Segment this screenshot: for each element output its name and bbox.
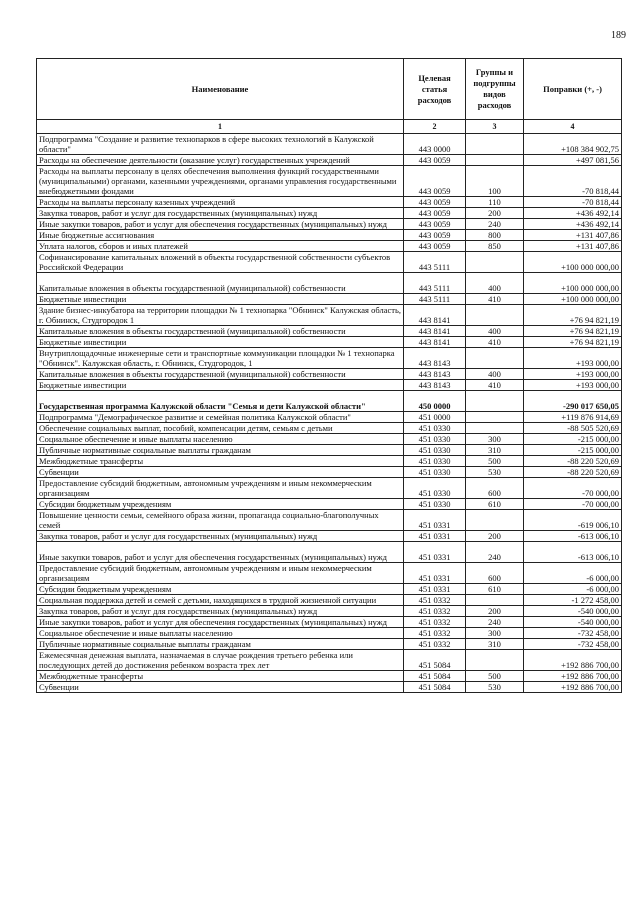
row-amendment-cell: +100 000 000,00 — [524, 273, 622, 294]
row-expense-type-cell: 410 — [466, 337, 524, 348]
row-amendment-cell: +108 384 902,75 — [524, 134, 622, 155]
row-amendment-cell: -70 000,00 — [524, 499, 622, 510]
row-name-cell: Повышение ценности семьи, семейного образа жизни, пропаганда социально-благополучных семей — [37, 510, 404, 531]
row-target-article-cell: 451 0000 — [404, 412, 466, 423]
row-target-article-cell: 451 0332 — [404, 606, 466, 617]
row-amendment-cell: -70 818,44 — [524, 166, 622, 197]
column-number: 2 — [404, 120, 466, 134]
row-amendment-cell: -88 220 520,69 — [524, 467, 622, 478]
row-amendment-cell: +76 94 821,19 — [524, 337, 622, 348]
row-target-article-cell: 451 0332 — [404, 639, 466, 650]
table-row — [37, 628, 622, 639]
column-number-row — [37, 120, 622, 134]
row-target-article-cell: 443 5111 — [404, 273, 466, 294]
row-name-cell: Предоставление субсидий бюджетным, автономным учреждениям и иным некоммерческим организациям — [37, 478, 404, 499]
row-amendment-cell: +119 876 914,69 — [524, 412, 622, 423]
row-expense-type-cell — [466, 650, 524, 671]
row-amendment-cell: -70 000,00 — [524, 478, 622, 499]
row-name-cell: Ежемесячная денежная выплата, назначаемая в случае рождения третьего ребенка или последующих детей до достижения ребенком возраста трех лет — [37, 650, 404, 671]
row-expense-type-cell: 500 — [466, 671, 524, 682]
row-expense-type-cell: 200 — [466, 208, 524, 219]
row-expense-type-cell: 600 — [466, 563, 524, 584]
row-expense-type-cell — [466, 595, 524, 606]
header-name: Наименование — [37, 59, 404, 120]
table-header-row — [37, 59, 622, 120]
row-target-article-cell: 451 0331 — [404, 531, 466, 542]
page-number: 189 — [611, 30, 626, 41]
row-target-article-cell: 451 5084 — [404, 650, 466, 671]
column-number: 3 — [466, 120, 524, 134]
row-expense-type-cell: 410 — [466, 380, 524, 391]
row-amendment-cell: -540 000,00 — [524, 617, 622, 628]
row-expense-type-cell — [466, 305, 524, 326]
row-amendment-cell: -732 458,00 — [524, 628, 622, 639]
column-number: 1 — [37, 120, 404, 134]
row-target-article-cell: 451 0330 — [404, 434, 466, 445]
row-expense-type-cell — [466, 348, 524, 369]
row-amendment-cell: +76 94 821,19 — [524, 326, 622, 337]
row-name-cell: Публичные нормативные социальные выплаты гражданам — [37, 445, 404, 456]
row-expense-type-cell — [466, 412, 524, 423]
row-expense-type-cell — [466, 510, 524, 531]
row-amendment-cell: -70 818,44 — [524, 197, 622, 208]
row-expense-type-cell — [466, 252, 524, 273]
table-row — [37, 510, 622, 531]
row-amendment-cell: +76 94 821,19 — [524, 305, 622, 326]
row-amendment-cell: -215 000,00 — [524, 434, 622, 445]
row-name-cell: Капитальные вложения в объекты государственной (муниципальной) собственности — [37, 273, 404, 294]
row-target-article-cell: 443 0059 — [404, 241, 466, 252]
row-expense-type-cell: 240 — [466, 617, 524, 628]
table-row — [37, 412, 622, 423]
row-target-article-cell: 451 0330 — [404, 499, 466, 510]
row-amendment-cell: -613 006,10 — [524, 542, 622, 563]
row-target-article-cell: 451 0331 — [404, 563, 466, 584]
table-row — [37, 606, 622, 617]
row-name-cell: Межбюджетные трансферты — [37, 456, 404, 467]
table-row — [37, 348, 622, 369]
row-target-article-cell: 443 8141 — [404, 337, 466, 348]
row-name-cell: Социальная поддержка детей и семей с детьми, находящихся в трудной жизненной ситуации — [37, 595, 404, 606]
row-name-cell: Закупка товаров, работ и услуг для государственных (муниципальных) нужд — [37, 208, 404, 219]
row-amendment-cell: +193 000,00 — [524, 348, 622, 369]
table-row — [37, 241, 622, 252]
table-row — [37, 499, 622, 510]
row-target-article-cell: 451 5084 — [404, 671, 466, 682]
row-name-cell: Предоставление субсидий бюджетным, автономным учреждениям и иным некоммерческим организациям — [37, 563, 404, 584]
row-expense-type-cell: 110 — [466, 197, 524, 208]
table-row — [37, 423, 622, 434]
table-row — [37, 671, 622, 682]
row-expense-type-cell: 200 — [466, 606, 524, 617]
row-amendment-cell: +193 000,00 — [524, 380, 622, 391]
row-expense-type-cell: 610 — [466, 499, 524, 510]
row-expense-type-cell: 400 — [466, 273, 524, 294]
table-row — [37, 434, 622, 445]
row-target-article-cell: 451 0332 — [404, 617, 466, 628]
table-row — [37, 584, 622, 595]
table-row — [37, 197, 622, 208]
row-target-article-cell: 443 8143 — [404, 369, 466, 380]
row-target-article-cell: 443 0059 — [404, 155, 466, 166]
row-amendment-cell: -290 017 650,05 — [524, 391, 622, 412]
row-name-cell: Капитальные вложения в объекты государственной (муниципальной) собственности — [37, 326, 404, 337]
row-target-article-cell: 443 5111 — [404, 252, 466, 273]
row-target-article-cell: 443 8143 — [404, 380, 466, 391]
row-name-cell: Публичные нормативные социальные выплаты гражданам — [37, 639, 404, 650]
row-amendment-cell: -540 000,00 — [524, 606, 622, 617]
table-row — [37, 134, 622, 155]
row-amendment-cell: +131 407,86 — [524, 241, 622, 252]
row-expense-type-cell: 500 — [466, 456, 524, 467]
table-row — [37, 595, 622, 606]
row-target-article-cell: 443 8141 — [404, 326, 466, 337]
row-name-cell: Расходы на выплаты персоналу в целях обеспечения выполнения функций государственными (муниципальными) органами, казенными учреждениями, органами управления государственными внебюджетными фондами — [37, 166, 404, 197]
row-expense-type-cell: 530 — [466, 467, 524, 478]
row-expense-type-cell: 600 — [466, 478, 524, 499]
row-expense-type-cell: 410 — [466, 294, 524, 305]
row-name-cell: Иные закупки товаров, работ и услуг для обеспечения государственных (муниципальных) нужд — [37, 617, 404, 628]
table-row — [37, 650, 622, 671]
row-name-cell: Иные закупки товаров, работ и услуг для обеспечения государственных (муниципальных) нужд — [37, 219, 404, 230]
row-name-cell: Бюджетные инвестиции — [37, 380, 404, 391]
row-name-cell: Внутриплощадочные инженерные сети и транспортные коммуникации площадки № 1 технопарка "Обнинск". Калужская область, г. Обнинск, Студгородок, 1 — [37, 348, 404, 369]
row-expense-type-cell: 530 — [466, 682, 524, 693]
row-amendment-cell: -732 458,00 — [524, 639, 622, 650]
row-name-cell: Социальное обеспечение и иные выплаты населению — [37, 628, 404, 639]
row-name-cell: Капитальные вложения в объекты государственной (муниципальной) собственности — [37, 369, 404, 380]
row-target-article-cell: 451 0331 — [404, 584, 466, 595]
row-expense-type-cell: 800 — [466, 230, 524, 241]
row-target-article-cell: 451 0330 — [404, 423, 466, 434]
row-expense-type-cell: 400 — [466, 369, 524, 380]
row-amendment-cell: -613 006,10 — [524, 531, 622, 542]
row-expense-type-cell: 200 — [466, 531, 524, 542]
row-expense-type-cell — [466, 155, 524, 166]
row-amendment-cell: -88 505 520,69 — [524, 423, 622, 434]
row-name-cell: Субсидии бюджетным учреждениям — [37, 584, 404, 595]
row-target-article-cell: 451 0330 — [404, 478, 466, 499]
row-target-article-cell: 443 0059 — [404, 219, 466, 230]
row-amendment-cell: -6 000,00 — [524, 563, 622, 584]
row-expense-type-cell: 300 — [466, 628, 524, 639]
row-target-article-cell: 443 0059 — [404, 208, 466, 219]
row-target-article-cell: 443 0000 — [404, 134, 466, 155]
row-amendment-cell: +436 492,14 — [524, 219, 622, 230]
table-row — [37, 252, 622, 273]
row-target-article-cell: 443 8141 — [404, 305, 466, 326]
row-name-cell: Обеспечение социальных выплат, пособий, компенсации детям, семьям с детьми — [37, 423, 404, 434]
row-name-cell: Закупка товаров, работ и услуг для государственных (муниципальных) нужд — [37, 606, 404, 617]
row-name-cell: Подпрограмма "Создание и развитие технопарков в сфере высоких технологий в Калужской области" — [37, 134, 404, 155]
row-target-article-cell: 451 0330 — [404, 456, 466, 467]
row-expense-type-cell: 610 — [466, 584, 524, 595]
row-name-cell: Расходы на выплаты персоналу казенных учреждений — [37, 197, 404, 208]
table-row — [37, 294, 622, 305]
row-amendment-cell: -619 006,10 — [524, 510, 622, 531]
row-name-cell: Государственная программа Калужской области "Семья и дети Калужской области" — [37, 391, 404, 412]
table-row — [37, 639, 622, 650]
table-row — [37, 478, 622, 499]
header-target-article: Целевая статья расходов — [404, 59, 466, 120]
row-amendment-cell: +131 407,86 — [524, 230, 622, 241]
row-amendment-cell: +100 000 000,00 — [524, 294, 622, 305]
row-amendment-cell: +497 081,56 — [524, 155, 622, 166]
row-expense-type-cell: 850 — [466, 241, 524, 252]
row-amendment-cell: +192 886 700,00 — [524, 682, 622, 693]
table-row — [37, 542, 622, 563]
row-amendment-cell: +192 886 700,00 — [524, 671, 622, 682]
row-target-article-cell: 443 0059 — [404, 166, 466, 197]
row-name-cell: Иные бюджетные ассигнования — [37, 230, 404, 241]
row-target-article-cell: 451 5084 — [404, 682, 466, 693]
row-name-cell: Подпрограмма "Демографическое развитие и семейная политика Калужской области" — [37, 412, 404, 423]
row-expense-type-cell: 400 — [466, 326, 524, 337]
row-expense-type-cell: 300 — [466, 434, 524, 445]
row-expense-type-cell — [466, 134, 524, 155]
table-row — [37, 380, 622, 391]
table-row — [37, 682, 622, 693]
row-target-article-cell: 443 0059 — [404, 230, 466, 241]
table-row — [37, 467, 622, 478]
row-expense-type-cell: 100 — [466, 166, 524, 197]
table-row — [37, 445, 622, 456]
row-amendment-cell: -1 272 458,00 — [524, 595, 622, 606]
row-name-cell: Субсидии бюджетным учреждениям — [37, 499, 404, 510]
row-target-article-cell: 451 0330 — [404, 445, 466, 456]
row-amendment-cell: -215 000,00 — [524, 445, 622, 456]
table-row — [37, 617, 622, 628]
row-name-cell: Субвенции — [37, 467, 404, 478]
row-target-article-cell: 451 0332 — [404, 595, 466, 606]
row-name-cell: Субвенции — [37, 682, 404, 693]
table-row — [37, 563, 622, 584]
table-row — [37, 326, 622, 337]
row-target-article-cell: 443 5111 — [404, 294, 466, 305]
row-name-cell: Бюджетные инвестиции — [37, 337, 404, 348]
row-expense-type-cell: 310 — [466, 445, 524, 456]
row-target-article-cell: 451 0331 — [404, 542, 466, 563]
row-target-article-cell: 450 0000 — [404, 391, 466, 412]
row-target-article-cell: 443 0059 — [404, 197, 466, 208]
row-name-cell: Иные закупки товаров, работ и услуг для обеспечения государственных (муниципальных) нужд — [37, 542, 404, 563]
row-name-cell: Бюджетные инвестиции — [37, 294, 404, 305]
table-row — [37, 531, 622, 542]
row-amendment-cell: +100 000 000,00 — [524, 252, 622, 273]
table-row — [37, 166, 622, 197]
table-row — [37, 305, 622, 326]
row-name-cell: Софинансирование капитальных вложений в объекты государственной собственности субъектов Российской Федерации — [37, 252, 404, 273]
table-row — [37, 208, 622, 219]
row-expense-type-cell — [466, 391, 524, 412]
table-body — [37, 134, 622, 693]
table-row — [37, 230, 622, 241]
table-row — [37, 369, 622, 380]
table-row — [37, 219, 622, 230]
budget-amendments-table — [36, 58, 622, 693]
row-name-cell: Социальное обеспечение и иные выплаты населению — [37, 434, 404, 445]
row-amendment-cell: +436 492,14 — [524, 208, 622, 219]
row-target-article-cell: 451 0331 — [404, 510, 466, 531]
row-expense-type-cell: 240 — [466, 542, 524, 563]
row-target-article-cell: 443 8143 — [404, 348, 466, 369]
table-row — [37, 273, 622, 294]
row-target-article-cell: 451 0332 — [404, 628, 466, 639]
row-name-cell: Здание бизнес-инкубатора на территории площадки № 1 технопарка "Обнинск" Калужская область, г. Обнинск, Студгородок 1 — [37, 305, 404, 326]
table-row — [37, 391, 622, 412]
row-name-cell: Уплата налогов, сборов и иных платежей — [37, 241, 404, 252]
row-expense-type-cell — [466, 423, 524, 434]
row-amendment-cell: +192 886 700,00 — [524, 650, 622, 671]
row-amendment-cell: -6 000,00 — [524, 584, 622, 595]
row-name-cell: Расходы на обеспечение деятельности (оказание услуг) государственных учреждений — [37, 155, 404, 166]
row-amendment-cell: +193 000,00 — [524, 369, 622, 380]
column-number: 4 — [524, 120, 622, 134]
row-target-article-cell: 451 0330 — [404, 467, 466, 478]
table-row — [37, 456, 622, 467]
header-amendments: Поправки (+, -) — [524, 59, 622, 120]
row-amendment-cell: -88 220 520,69 — [524, 456, 622, 467]
row-expense-type-cell: 240 — [466, 219, 524, 230]
row-expense-type-cell: 310 — [466, 639, 524, 650]
row-name-cell: Межбюджетные трансферты — [37, 671, 404, 682]
table-row — [37, 337, 622, 348]
table-row — [37, 155, 622, 166]
row-name-cell: Закупка товаров, работ и услуг для государственных (муниципальных) нужд — [37, 531, 404, 542]
header-expense-group: Группы и подгруппы видов расходов — [466, 59, 524, 120]
